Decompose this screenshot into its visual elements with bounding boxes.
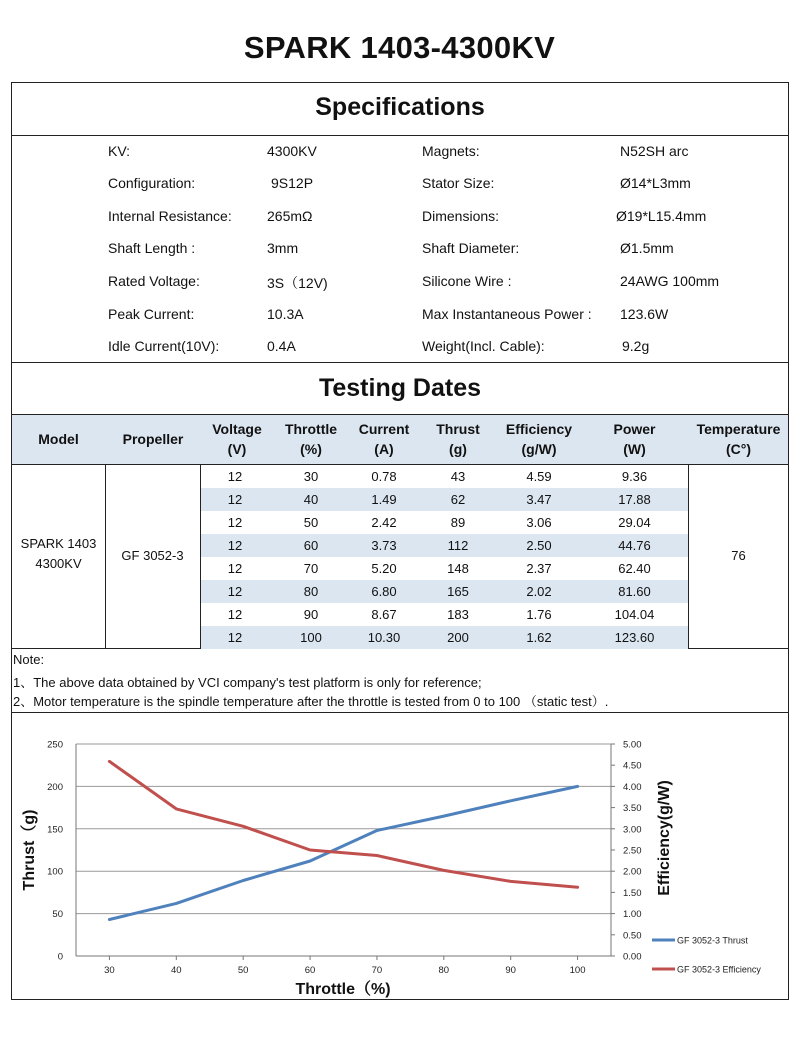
header-throttle: Throttle xyxy=(284,421,338,437)
spec-label: Shaft Diameter: xyxy=(422,240,520,256)
x-tick-label: 30 xyxy=(104,965,115,976)
y2-tick-label: 4.50 xyxy=(623,760,642,772)
y-tick-label: 100 xyxy=(47,866,63,878)
cell-power: 29.04 xyxy=(618,515,651,530)
legend-label: GF 3052-3 Thrust xyxy=(677,935,748,946)
spec-value: Ø1.5mm xyxy=(620,240,674,256)
y2-axis-label: Efficiency(g/W) xyxy=(656,780,673,896)
spec-value: 3mm xyxy=(267,240,299,256)
spec-value: Ø14*L3mm xyxy=(620,175,691,191)
header-efficiency-unit: (g/W) xyxy=(521,441,557,457)
cell-voltage: 12 xyxy=(227,607,243,622)
cell-current: 2.42 xyxy=(371,515,397,530)
cell-thrust: 200 xyxy=(447,630,469,645)
spec-value: Ø19*L15.4mm xyxy=(616,208,707,224)
page-title: SPARK 1403-4300KV xyxy=(243,30,556,65)
cell-thrust: 43 xyxy=(450,469,466,484)
y2-tick-label: 3.50 xyxy=(623,803,642,815)
spec-label: Shaft Length : xyxy=(108,240,196,256)
cell-efficiency: 2.37 xyxy=(526,561,552,576)
cell-current: 0.78 xyxy=(371,469,397,484)
spec-value: 24AWG 100mm xyxy=(620,273,720,289)
header-propeller: Propeller xyxy=(122,431,184,447)
model-cell xyxy=(12,534,105,574)
spec-value: 0.4A xyxy=(267,338,296,354)
spec-value: 4300KV xyxy=(267,143,317,159)
y-tick-label: 250 xyxy=(47,739,63,751)
spec-value: 3S（12V) xyxy=(267,275,328,291)
spec-label: Dimensions: xyxy=(422,208,500,224)
cell-voltage: 12 xyxy=(227,538,243,553)
cell-throttle: 30 xyxy=(303,469,319,484)
spec-value: 265mΩ xyxy=(267,208,313,224)
specifications-heading: Specifications xyxy=(315,93,485,121)
header-current: Current xyxy=(358,421,410,437)
cell-current: 1.49 xyxy=(371,492,397,507)
cell-power: 81.60 xyxy=(618,584,651,599)
cell-power: 44.76 xyxy=(618,538,651,553)
spec-value: 123.6W xyxy=(620,306,669,322)
cell-throttle: 50 xyxy=(303,515,319,530)
spec-label: Magnets: xyxy=(422,143,480,159)
y2-tick-label: 1.00 xyxy=(623,909,642,921)
cell-throttle: 60 xyxy=(303,538,319,553)
cell-throttle: 80 xyxy=(303,584,319,599)
cell-voltage: 12 xyxy=(227,584,243,599)
divider xyxy=(11,135,789,136)
cell-thrust: 183 xyxy=(447,607,469,622)
header-model: Model xyxy=(38,431,79,447)
cell-voltage: 12 xyxy=(227,515,243,530)
model-line-2: 4300KV xyxy=(35,556,82,571)
y2-tick-label: 3.00 xyxy=(623,824,642,836)
x-tick-label: 50 xyxy=(237,965,249,976)
header-throttle-unit: (%) xyxy=(300,441,322,457)
cell-current: 10.30 xyxy=(367,630,401,645)
cell-thrust: 62 xyxy=(450,492,466,507)
header-thrust-unit: (g) xyxy=(449,441,467,457)
spec-value: N52SH arc xyxy=(620,143,689,159)
cell-efficiency: 1.62 xyxy=(526,630,552,645)
spec-label: Peak Current: xyxy=(108,306,195,322)
x-tick-label: 80 xyxy=(438,965,450,976)
spec-label: Rated Voltage: xyxy=(108,273,200,289)
header-thrust: Thrust xyxy=(436,421,480,437)
cell-efficiency: 3.47 xyxy=(526,492,552,507)
header-efficiency: Efficiency xyxy=(505,421,573,437)
x-axis-label: Throttle（%) xyxy=(295,981,391,998)
cell-efficiency: 3.06 xyxy=(526,515,552,530)
header-temperature: Temperature xyxy=(696,421,781,437)
note-line-1: 1、The above data obtained by VCI company's test platform is only for reference; xyxy=(13,675,482,690)
cell-power: 62.40 xyxy=(618,561,651,576)
cell-power: 123.60 xyxy=(614,630,655,645)
y2-tick-label: 1.50 xyxy=(623,887,642,899)
cell-throttle: 70 xyxy=(303,561,319,576)
testing-heading: Testing Dates xyxy=(318,374,482,402)
y-tick-label: 50 xyxy=(52,909,63,921)
cell-current: 3.73 xyxy=(371,538,397,553)
cell-thrust: 148 xyxy=(447,561,469,576)
spec-label: Configuration: xyxy=(108,175,196,191)
cell-efficiency: 4.59 xyxy=(526,469,552,484)
propeller-cell: GF 3052-3 xyxy=(121,548,184,563)
x-tick-label: 40 xyxy=(171,965,182,976)
cell-thrust: 165 xyxy=(447,584,469,599)
cell-current: 5.20 xyxy=(371,561,397,576)
x-tick-label: 60 xyxy=(304,965,316,976)
cell-current: 6.80 xyxy=(371,584,397,599)
divider xyxy=(11,712,789,713)
cell-thrust: 89 xyxy=(450,515,466,530)
cell-power: 9.36 xyxy=(621,469,648,484)
spec-label: Silicone Wire : xyxy=(422,273,512,289)
cell-throttle: 100 xyxy=(300,630,322,645)
y2-tick-label: 2.50 xyxy=(623,845,642,857)
cell-thrust: 112 xyxy=(447,538,469,553)
cell-efficiency: 1.76 xyxy=(526,607,552,622)
y2-tick-label: 0.00 xyxy=(623,951,642,963)
header-current-unit: (A) xyxy=(374,441,394,457)
note-line-2: 2、Motor temperature is the spindle temperature after the throttle is tested from 0 to 100 （static test）. xyxy=(13,694,609,709)
cell-efficiency: 2.50 xyxy=(526,538,552,553)
cell-voltage: 12 xyxy=(227,561,243,576)
spec-value: 9.2g xyxy=(622,338,650,354)
temperature-cell: 76 xyxy=(731,548,746,563)
model-line-1: SPARK 1403 xyxy=(20,536,97,551)
y2-tick-label: 0.50 xyxy=(623,930,642,942)
cell-current: 8.67 xyxy=(371,607,397,622)
cell-voltage: 12 xyxy=(227,492,243,507)
y-tick-label: 150 xyxy=(47,824,63,836)
spec-value: 10.3A xyxy=(267,306,304,322)
y2-tick-label: 4.00 xyxy=(623,781,642,793)
divider xyxy=(11,362,789,363)
header-power: Power xyxy=(613,421,656,437)
x-tick-label: 70 xyxy=(371,965,383,976)
y-tick-label: 200 xyxy=(47,781,63,793)
cell-power: 104.04 xyxy=(614,607,655,622)
spec-value: 9S12P xyxy=(271,175,314,191)
cell-power: 17.88 xyxy=(618,492,651,507)
legend-label: GF 3052-3 Efficiency xyxy=(677,964,761,975)
spec-label: Max Instantaneous Power : xyxy=(422,306,592,322)
spec-label: Stator Size: xyxy=(422,175,495,191)
y-axis-label: Thrust（g) xyxy=(21,809,38,891)
header-power-unit: (W) xyxy=(623,441,646,457)
x-tick-label: 90 xyxy=(505,965,516,976)
y-tick-label: 0 xyxy=(57,951,63,963)
y2-tick-label: 5.00 xyxy=(623,739,642,751)
cell-efficiency: 2.02 xyxy=(526,584,552,599)
header-temperature-unit: (C°) xyxy=(725,441,752,457)
x-tick-label: 100 xyxy=(569,965,586,976)
cell-throttle: 40 xyxy=(303,492,319,507)
header-voltage: Voltage xyxy=(212,421,262,437)
cell-voltage: 12 xyxy=(227,469,243,484)
spec-label: Internal Resistance: xyxy=(108,208,232,224)
y2-tick-label: 2.00 xyxy=(623,866,642,878)
spec-label: Idle Current(10V): xyxy=(108,338,220,354)
note-title: Note: xyxy=(13,652,45,667)
header-voltage-unit: (V) xyxy=(227,441,247,457)
cell-throttle: 90 xyxy=(303,607,319,622)
spec-label: Weight(Incl. Cable): xyxy=(422,338,545,354)
spec-label: KV: xyxy=(108,143,131,159)
cell-voltage: 12 xyxy=(227,630,243,645)
